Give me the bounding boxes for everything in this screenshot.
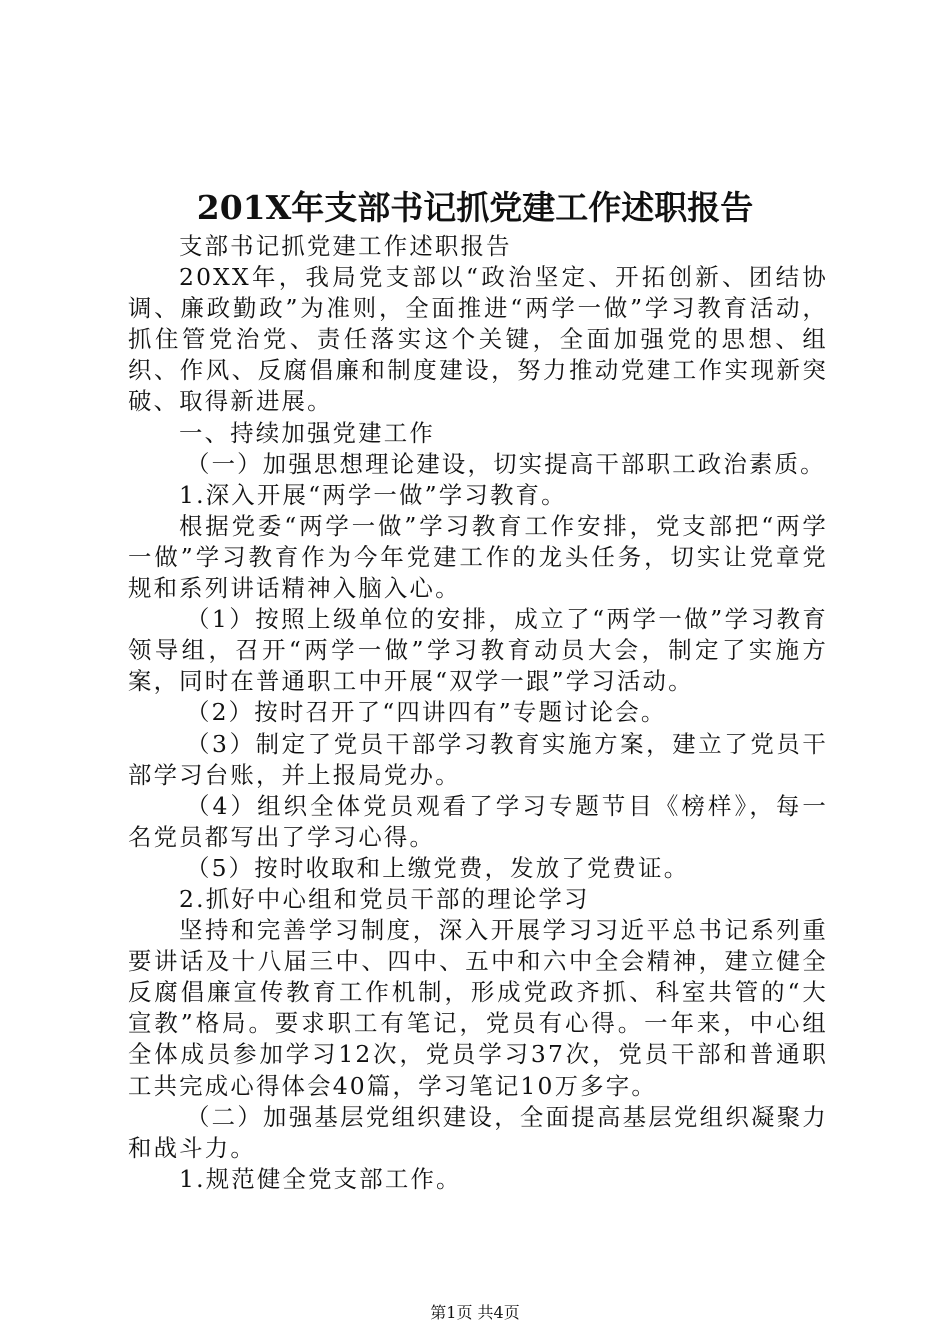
list-item: （5）按时收取和上缴党费，发放了党费证。 — [186, 853, 690, 882]
list-item: （4）组织全体党员观看了学习专题节目《榜样》，每一名党员都写出了学习心得。 — [128, 791, 828, 851]
subtitle-paragraph: 支部书记抓党建工作述职报告 — [179, 232, 512, 260]
subsection-heading-2: （二）加强基层党组织建设，全面提高基层党组织凝聚力和战斗力。 — [128, 1102, 828, 1162]
document-title: 201X年支部书记抓党建工作述职报告 — [196, 188, 754, 227]
body-paragraph: 根据党委“两学一做”学习教育工作安排，党支部把“两学一做”学习教育作为今年党建工作的龙头任务，切实让党章党规和系列讲话精神入脑入心。 — [128, 511, 828, 603]
list-item: （1）按照上级单位的安排，成立了“两学一做”学习教育领导组，召开“两学一做”学习教育动员大会，制定了实施方案，同时在普通职工中开展“双学一跟”学习活动。 — [128, 605, 828, 696]
item-heading-1: 1.深入开展“两学一做”学习教育。 — [179, 480, 567, 509]
item-heading-2: 2.抓好中心组和党员干部的理论学习 — [179, 884, 590, 913]
section-heading-1: 一、持续加强党建工作 — [179, 418, 435, 447]
item-heading-3: 1.规范健全党支部工作。 — [179, 1164, 462, 1193]
page-footer: 第1页 共4页 — [430, 1303, 520, 1322]
list-item: （2）按时召开了“四讲四有”专题讨论会。 — [186, 698, 667, 727]
document-body — [128, 231, 828, 1195]
subsection-heading-1: （一）加强思想理论建设，切实提高干部职工政治素质。 — [186, 449, 826, 478]
body-paragraph: 坚持和完善学习制度，深入开展学习习近平总书记系列重要讲话及十八届三中、四中、五中和六中全会精神，建立健全反腐倡廉宣传教育工作机制，形成党政齐抓、科室共管的“大宣教”格局。要求职工有笔记，党员有心得。一年来，中心组全体成员参加学习12次，党员学习37次，党员干部和普通职工共完成心得体会40篇，学习笔记10万多字。 — [128, 916, 828, 1100]
list-item: （3）制定了党员干部学习教育实施方案，建立了党员干部学习台账，并上报局党办。 — [128, 729, 828, 789]
intro-paragraph: 20XX年，我局党支部以“政治坚定、开拓创新、团结协调、廉政勤政”为准则，全面推进“两学一做”学习教育活动，抓住管党治党、责任落实这个关键，全面加强党的思想、组织、作风、反腐倡廉和制度建设，努力推动党建工作实现新突破、取得新进展。 — [128, 263, 828, 416]
